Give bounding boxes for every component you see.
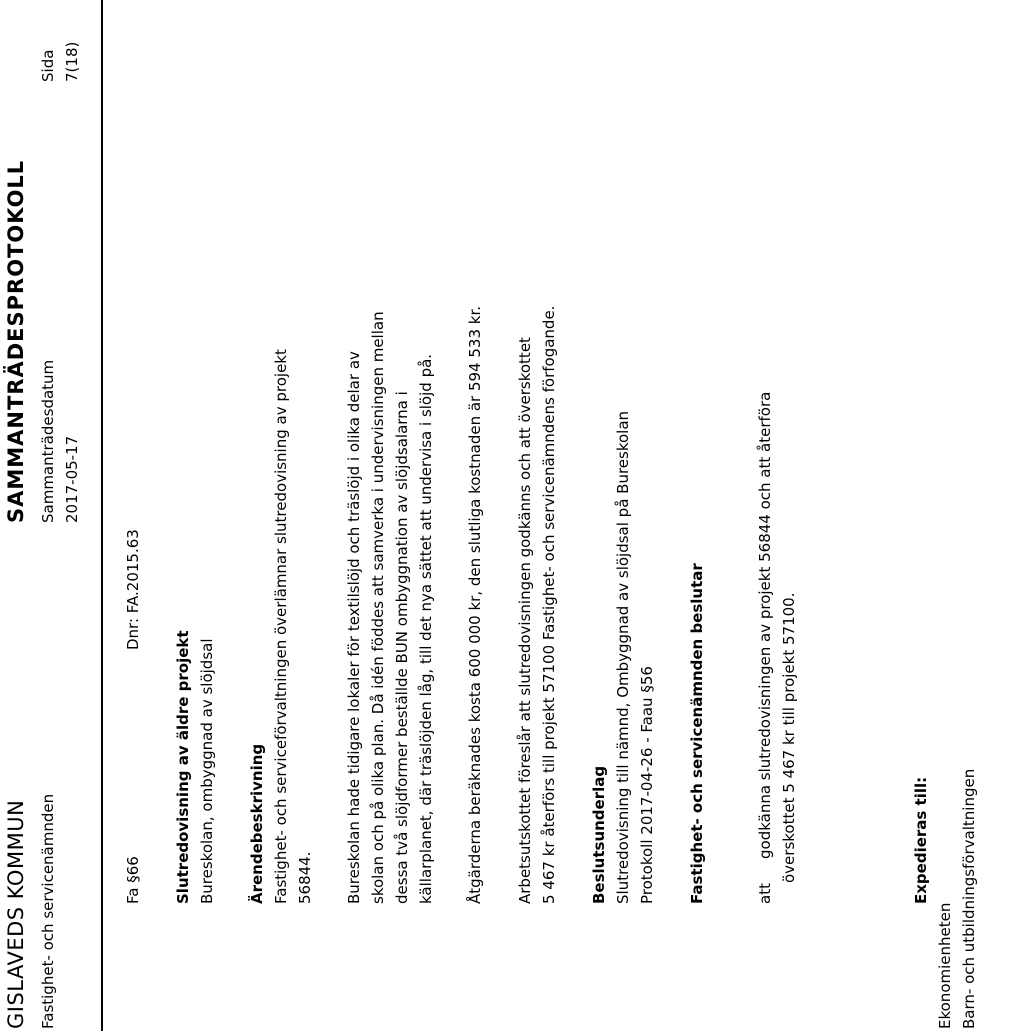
distribution-recipient: Barn- och utbildningsförvaltningen [960, 768, 978, 1029]
description-heading: Ärendebeskrivning [248, 743, 266, 904]
header-divider [101, 0, 103, 1031]
description-body-line: skolan och på olika plan. Då idén föddes att samverka i undervisningen mellan [369, 311, 387, 904]
basis-line: Slutredovisning till nämnd, Ombyggnad av slöjdsal på Bureskolan [614, 410, 632, 904]
page-subtitle: Bureskolan, ombyggnad av slöjdsal [198, 638, 216, 904]
cost-line: Åtgärderna beräknades kosta 600 000 kr, den slutliga kostnaden är 594 533 kr. [466, 305, 484, 904]
description-intro-line: Fastighet- och serviceförvaltningen överlämnar slutredovisning av projekt [272, 349, 290, 904]
decision-att-label: att [756, 883, 774, 904]
description-intro-line: 56844. [296, 851, 314, 904]
proposal-line: Arbetsutskottet föreslår att slutredovisningen godkänns och att överskottet [516, 337, 534, 904]
paragraph-number: Fa §66 [124, 856, 142, 904]
description-body-line: Bureskolan hade tidigare lokaler för textilslöjd och träslöjd i olika delar av [345, 351, 363, 904]
organization-name: GISLAVEDS KOMMUN [4, 799, 28, 1029]
decision-line: överskottet 5 467 kr till projekt 57100. [780, 592, 798, 883]
description-body-line: dessa två slöjdformer beställde BUN ombyggnation av slöjdsalarna i [393, 391, 411, 904]
proposal-line: 5 467 kr återförs till projekt 57100 Fastighet- och servicenämndens förfogande. [540, 305, 558, 904]
description-body-line: källarplanet, där träslöjden låg, till det nya sättet att undervisa i slöjd på. [417, 353, 435, 904]
page-number: 7(18) [63, 41, 81, 82]
meeting-date-label: Sammanträdesdatum [39, 359, 57, 523]
case-reference: Dnr: FA.2015.63 [124, 529, 142, 650]
decision-heading: Fastighet- och servicenämnden beslutar [688, 563, 706, 904]
meeting-date: 2017-05-17 [63, 435, 81, 523]
decision-line: godkänna slutredovisningen av projekt 56844 och att återföra [756, 391, 774, 859]
distribution-heading: Expedieras till: [912, 776, 930, 904]
document-type: SAMMANTRÄDESPROTOKOLL [4, 159, 28, 523]
distribution-recipient: Ekonomienheten [936, 902, 954, 1029]
basis-line: Protokoll 2017-04-26 - Faau §56 [638, 666, 656, 904]
page-title: Slutredovisning av äldre projekt [174, 630, 192, 904]
page-label: Sida [39, 49, 57, 82]
committee-name: Fastighet- och servicenämnden [39, 793, 57, 1029]
basis-heading: Beslutsunderlag [590, 765, 608, 904]
